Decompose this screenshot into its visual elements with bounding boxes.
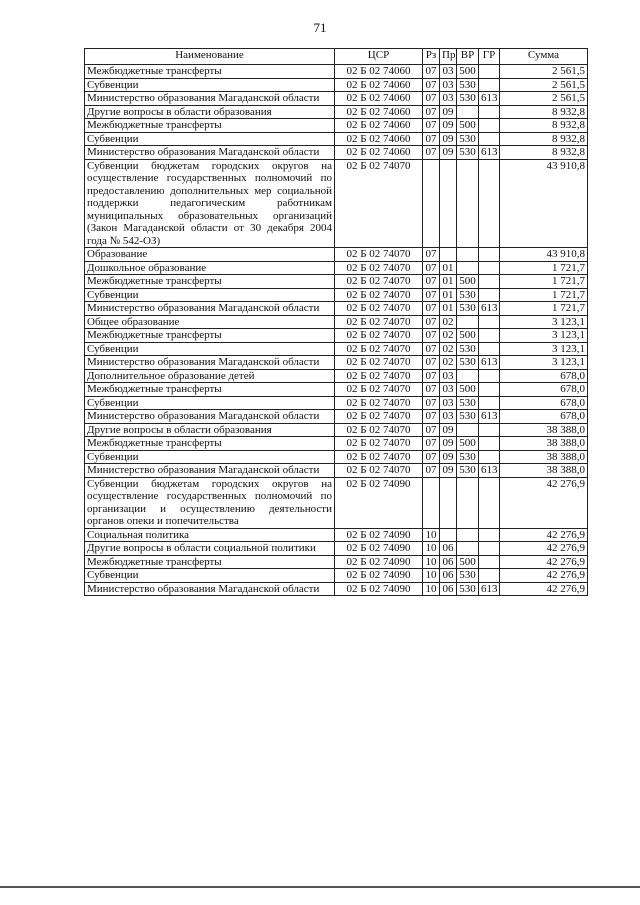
cell-pr: 06 <box>440 582 457 596</box>
cell-vr: 530 <box>457 78 479 92</box>
cell-rz: 07 <box>423 369 440 383</box>
table-row <box>85 302 588 316</box>
cell-gr <box>479 105 500 119</box>
cell-csr: 02 Б 02 74060 <box>335 146 423 160</box>
cell-gr <box>479 383 500 397</box>
table-row <box>85 342 588 356</box>
cell-rz: 07 <box>423 132 440 146</box>
cell-sum: 8 932,8 <box>500 146 588 160</box>
cell-name: Субвенции <box>85 342 335 356</box>
cell-csr: 02 Б 02 74060 <box>335 65 423 79</box>
cell-sum: 1 721,7 <box>500 288 588 302</box>
cell-gr: 613 <box>479 302 500 316</box>
table-row <box>85 159 588 248</box>
cell-gr <box>479 275 500 289</box>
cell-sum: 3 123,1 <box>500 329 588 343</box>
cell-pr: 06 <box>440 542 457 556</box>
cell-sum: 678,0 <box>500 369 588 383</box>
cell-rz <box>423 159 440 248</box>
cell-sum: 43 910,8 <box>500 248 588 262</box>
cell-gr <box>479 329 500 343</box>
cell-vr: 530 <box>457 356 479 370</box>
table-row <box>85 410 588 424</box>
header-name: Наименование <box>85 49 335 65</box>
cell-csr: 02 Б 02 74070 <box>335 315 423 329</box>
cell-vr: 500 <box>457 275 479 289</box>
cell-vr <box>457 528 479 542</box>
cell-csr: 02 Б 02 74090 <box>335 528 423 542</box>
cell-name: Межбюджетные трансферты <box>85 329 335 343</box>
cell-pr: 09 <box>440 105 457 119</box>
cell-pr: 01 <box>440 288 457 302</box>
table-row <box>85 477 588 528</box>
cell-vr <box>457 315 479 329</box>
table-header-row <box>85 49 588 65</box>
cell-csr: 02 Б 02 74070 <box>335 464 423 478</box>
cell-vr: 500 <box>457 119 479 133</box>
table-row <box>85 396 588 410</box>
cell-rz: 10 <box>423 528 440 542</box>
cell-name: Межбюджетные трансферты <box>85 65 335 79</box>
cell-vr: 530 <box>457 92 479 106</box>
cell-name: Субвенции <box>85 569 335 583</box>
cell-vr: 530 <box>457 464 479 478</box>
cell-gr <box>479 159 500 248</box>
cell-name: Министерство образования Магаданской области <box>85 410 335 424</box>
cell-name: Образование <box>85 248 335 262</box>
cell-csr: 02 Б 02 74060 <box>335 78 423 92</box>
cell-rz: 10 <box>423 582 440 596</box>
table-row <box>85 542 588 556</box>
cell-vr <box>457 369 479 383</box>
cell-csr: 02 Б 02 74070 <box>335 288 423 302</box>
header-csr: ЦСР <box>335 49 423 65</box>
cell-csr: 02 Б 02 74090 <box>335 477 423 528</box>
cell-rz: 07 <box>423 315 440 329</box>
cell-vr: 500 <box>457 437 479 451</box>
cell-csr: 02 Б 02 74060 <box>335 92 423 106</box>
cell-name: Общее образование <box>85 315 335 329</box>
cell-vr <box>457 159 479 248</box>
cell-vr <box>457 423 479 437</box>
cell-rz: 07 <box>423 275 440 289</box>
cell-vr: 500 <box>457 65 479 79</box>
cell-sum: 3 123,1 <box>500 315 588 329</box>
cell-gr: 613 <box>479 582 500 596</box>
cell-sum: 8 932,8 <box>500 119 588 133</box>
cell-pr: 02 <box>440 329 457 343</box>
cell-gr <box>479 569 500 583</box>
cell-sum: 42 276,9 <box>500 555 588 569</box>
cell-vr: 500 <box>457 383 479 397</box>
cell-name: Министерство образования Магаданской области <box>85 92 335 106</box>
cell-gr: 613 <box>479 410 500 424</box>
cell-name: Дошкольное образование <box>85 261 335 275</box>
cell-gr <box>479 477 500 528</box>
cell-gr <box>479 65 500 79</box>
cell-vr: 530 <box>457 302 479 316</box>
cell-csr: 02 Б 02 74070 <box>335 342 423 356</box>
header-gr: ГР <box>479 49 500 65</box>
cell-sum: 2 561,5 <box>500 65 588 79</box>
cell-name: Субвенции <box>85 450 335 464</box>
table-row <box>85 329 588 343</box>
cell-gr <box>479 423 500 437</box>
table-row <box>85 555 588 569</box>
cell-sum: 42 276,9 <box>500 542 588 556</box>
cell-gr <box>479 315 500 329</box>
cell-pr: 03 <box>440 383 457 397</box>
table-row <box>85 450 588 464</box>
cell-name: Субвенции <box>85 132 335 146</box>
cell-rz: 07 <box>423 396 440 410</box>
cell-rz: 07 <box>423 410 440 424</box>
cell-gr <box>479 342 500 356</box>
cell-rz: 07 <box>423 261 440 275</box>
cell-vr: 530 <box>457 132 479 146</box>
cell-rz: 07 <box>423 288 440 302</box>
table-row <box>85 78 588 92</box>
cell-sum: 38 388,0 <box>500 423 588 437</box>
cell-vr <box>457 105 479 119</box>
cell-sum: 38 388,0 <box>500 437 588 451</box>
cell-sum: 42 276,9 <box>500 582 588 596</box>
cell-pr: 03 <box>440 65 457 79</box>
cell-rz: 10 <box>423 569 440 583</box>
cell-rz: 07 <box>423 78 440 92</box>
cell-sum: 42 276,9 <box>500 477 588 528</box>
table-row <box>85 528 588 542</box>
cell-rz: 07 <box>423 437 440 451</box>
cell-vr <box>457 477 479 528</box>
cell-sum: 678,0 <box>500 383 588 397</box>
cell-name: Социальная политика <box>85 528 335 542</box>
cell-pr: 09 <box>440 450 457 464</box>
cell-sum: 678,0 <box>500 396 588 410</box>
cell-pr: 02 <box>440 342 457 356</box>
cell-vr: 530 <box>457 288 479 302</box>
table-row <box>85 437 588 451</box>
cell-gr <box>479 396 500 410</box>
cell-pr: 09 <box>440 437 457 451</box>
table-body <box>85 65 588 596</box>
cell-rz <box>423 477 440 528</box>
cell-sum: 43 910,8 <box>500 159 588 248</box>
cell-csr: 02 Б 02 74060 <box>335 105 423 119</box>
cell-pr: 02 <box>440 315 457 329</box>
page-bottom-rule <box>0 886 640 888</box>
cell-sum: 2 561,5 <box>500 78 588 92</box>
cell-name: Субвенции <box>85 78 335 92</box>
table-row <box>85 315 588 329</box>
table-row <box>85 248 588 262</box>
table-row <box>85 146 588 160</box>
cell-pr: 06 <box>440 569 457 583</box>
cell-sum: 8 932,8 <box>500 105 588 119</box>
cell-name: Другие вопросы в области социальной политики <box>85 542 335 556</box>
cell-csr: 02 Б 02 74070 <box>335 159 423 248</box>
table-row <box>85 119 588 133</box>
cell-sum: 2 561,5 <box>500 92 588 106</box>
cell-gr <box>479 369 500 383</box>
cell-rz: 07 <box>423 423 440 437</box>
cell-sum: 8 932,8 <box>500 132 588 146</box>
page-number: 71 <box>313 20 327 35</box>
cell-rz: 07 <box>423 105 440 119</box>
cell-sum: 1 721,7 <box>500 302 588 316</box>
header-rz: Рз <box>423 49 440 65</box>
cell-csr: 02 Б 02 74060 <box>335 132 423 146</box>
cell-rz: 07 <box>423 146 440 160</box>
cell-pr: 01 <box>440 261 457 275</box>
cell-vr: 530 <box>457 146 479 160</box>
cell-rz: 07 <box>423 119 440 133</box>
cell-gr <box>479 555 500 569</box>
cell-csr: 02 Б 02 74070 <box>335 383 423 397</box>
cell-pr: 09 <box>440 132 457 146</box>
table-row <box>85 356 588 370</box>
cell-csr: 02 Б 02 74090 <box>335 582 423 596</box>
cell-name: Субвенции бюджетам городских округов на осуществление государственных полномочий по организации и осуществлению деятельности органов опеки и попечительства <box>85 477 335 528</box>
cell-sum: 1 721,7 <box>500 261 588 275</box>
cell-gr <box>479 450 500 464</box>
cell-pr: 02 <box>440 356 457 370</box>
cell-pr: 01 <box>440 275 457 289</box>
table-row <box>85 423 588 437</box>
cell-gr: 613 <box>479 92 500 106</box>
cell-pr: 03 <box>440 78 457 92</box>
cell-vr: 530 <box>457 396 479 410</box>
cell-csr: 02 Б 02 74070 <box>335 437 423 451</box>
cell-name: Министерство образования Магаданской области <box>85 146 335 160</box>
cell-csr: 02 Б 02 74070 <box>335 396 423 410</box>
cell-gr <box>479 437 500 451</box>
cell-vr <box>457 261 479 275</box>
table-row <box>85 383 588 397</box>
cell-pr: 06 <box>440 555 457 569</box>
cell-sum: 42 276,9 <box>500 528 588 542</box>
cell-gr <box>479 132 500 146</box>
cell-csr: 02 Б 02 74070 <box>335 302 423 316</box>
cell-name: Дополнительное образование детей <box>85 369 335 383</box>
cell-rz: 07 <box>423 302 440 316</box>
cell-csr: 02 Б 02 74070 <box>335 248 423 262</box>
cell-rz: 07 <box>423 65 440 79</box>
table-row <box>85 92 588 106</box>
cell-csr: 02 Б 02 74090 <box>335 542 423 556</box>
cell-vr: 530 <box>457 569 479 583</box>
cell-rz: 07 <box>423 383 440 397</box>
table-row <box>85 275 588 289</box>
cell-rz: 07 <box>423 450 440 464</box>
table-row <box>85 261 588 275</box>
cell-rz: 10 <box>423 542 440 556</box>
cell-vr: 530 <box>457 450 479 464</box>
cell-name: Другие вопросы в области образования <box>85 423 335 437</box>
table-row <box>85 369 588 383</box>
cell-pr: 03 <box>440 369 457 383</box>
cell-gr <box>479 528 500 542</box>
cell-gr <box>479 288 500 302</box>
cell-pr: 03 <box>440 410 457 424</box>
cell-pr: 09 <box>440 464 457 478</box>
cell-gr: 613 <box>479 464 500 478</box>
cell-pr: 03 <box>440 92 457 106</box>
cell-name: Министерство образования Магаданской области <box>85 302 335 316</box>
cell-pr <box>440 248 457 262</box>
cell-pr: 03 <box>440 396 457 410</box>
cell-rz: 07 <box>423 248 440 262</box>
cell-sum: 1 721,7 <box>500 275 588 289</box>
table-row <box>85 569 588 583</box>
table-row <box>85 288 588 302</box>
cell-vr: 500 <box>457 329 479 343</box>
cell-gr <box>479 542 500 556</box>
cell-name: Министерство образования Магаданской области <box>85 356 335 370</box>
cell-sum: 42 276,9 <box>500 569 588 583</box>
cell-sum: 38 388,0 <box>500 464 588 478</box>
cell-gr <box>479 248 500 262</box>
header-pr: Пр <box>440 49 457 65</box>
cell-pr <box>440 159 457 248</box>
header-vr: ВР <box>457 49 479 65</box>
cell-vr: 530 <box>457 342 479 356</box>
cell-pr: 09 <box>440 423 457 437</box>
cell-name: Субвенции <box>85 288 335 302</box>
cell-name: Межбюджетные трансферты <box>85 275 335 289</box>
cell-csr: 02 Б 02 74090 <box>335 569 423 583</box>
cell-csr: 02 Б 02 74070 <box>335 261 423 275</box>
cell-name: Другие вопросы в области образования <box>85 105 335 119</box>
cell-name: Межбюджетные трансферты <box>85 437 335 451</box>
cell-gr <box>479 119 500 133</box>
cell-csr: 02 Б 02 74070 <box>335 356 423 370</box>
cell-gr <box>479 78 500 92</box>
cell-vr: 500 <box>457 555 479 569</box>
cell-csr: 02 Б 02 74070 <box>335 329 423 343</box>
cell-pr: 01 <box>440 302 457 316</box>
cell-name: Министерство образования Магаданской области <box>85 464 335 478</box>
cell-name: Межбюджетные трансферты <box>85 555 335 569</box>
cell-sum: 38 388,0 <box>500 450 588 464</box>
cell-name: Субвенции <box>85 396 335 410</box>
cell-rz: 07 <box>423 329 440 343</box>
header-sum: Сумма <box>500 49 588 65</box>
cell-name: Межбюджетные трансферты <box>85 383 335 397</box>
cell-csr: 02 Б 02 74090 <box>335 555 423 569</box>
cell-gr <box>479 261 500 275</box>
cell-csr: 02 Б 02 74070 <box>335 410 423 424</box>
table-row <box>85 132 588 146</box>
cell-csr: 02 Б 02 74060 <box>335 119 423 133</box>
cell-name: Министерство образования Магаданской области <box>85 582 335 596</box>
cell-name: Субвенции бюджетам городских округов на осуществление государственных полномочий по предоставлению дополнительных мер социальной поддержки педагогическим работникам муниципальных образовательных организаций (Закон Магаданской области от 30 декабря 2004 года № 542-ОЗ) <box>85 159 335 248</box>
cell-sum: 678,0 <box>500 410 588 424</box>
cell-rz: 07 <box>423 356 440 370</box>
cell-rz: 10 <box>423 555 440 569</box>
cell-rz: 07 <box>423 342 440 356</box>
cell-gr: 613 <box>479 146 500 160</box>
table-row <box>85 582 588 596</box>
cell-rz: 07 <box>423 92 440 106</box>
cell-gr: 613 <box>479 356 500 370</box>
cell-sum: 3 123,1 <box>500 356 588 370</box>
cell-pr: 09 <box>440 119 457 133</box>
cell-pr: 09 <box>440 146 457 160</box>
cell-vr <box>457 542 479 556</box>
cell-pr <box>440 477 457 528</box>
cell-pr <box>440 528 457 542</box>
cell-name: Межбюджетные трансферты <box>85 119 335 133</box>
cell-csr: 02 Б 02 74070 <box>335 423 423 437</box>
cell-vr <box>457 248 479 262</box>
table-row <box>85 65 588 79</box>
cell-rz: 07 <box>423 464 440 478</box>
table-row <box>85 105 588 119</box>
budget-table <box>84 48 588 596</box>
cell-sum: 3 123,1 <box>500 342 588 356</box>
cell-csr: 02 Б 02 74070 <box>335 275 423 289</box>
cell-csr: 02 Б 02 74070 <box>335 450 423 464</box>
table-row <box>85 464 588 478</box>
cell-vr: 530 <box>457 410 479 424</box>
cell-csr: 02 Б 02 74070 <box>335 369 423 383</box>
cell-vr: 530 <box>457 582 479 596</box>
